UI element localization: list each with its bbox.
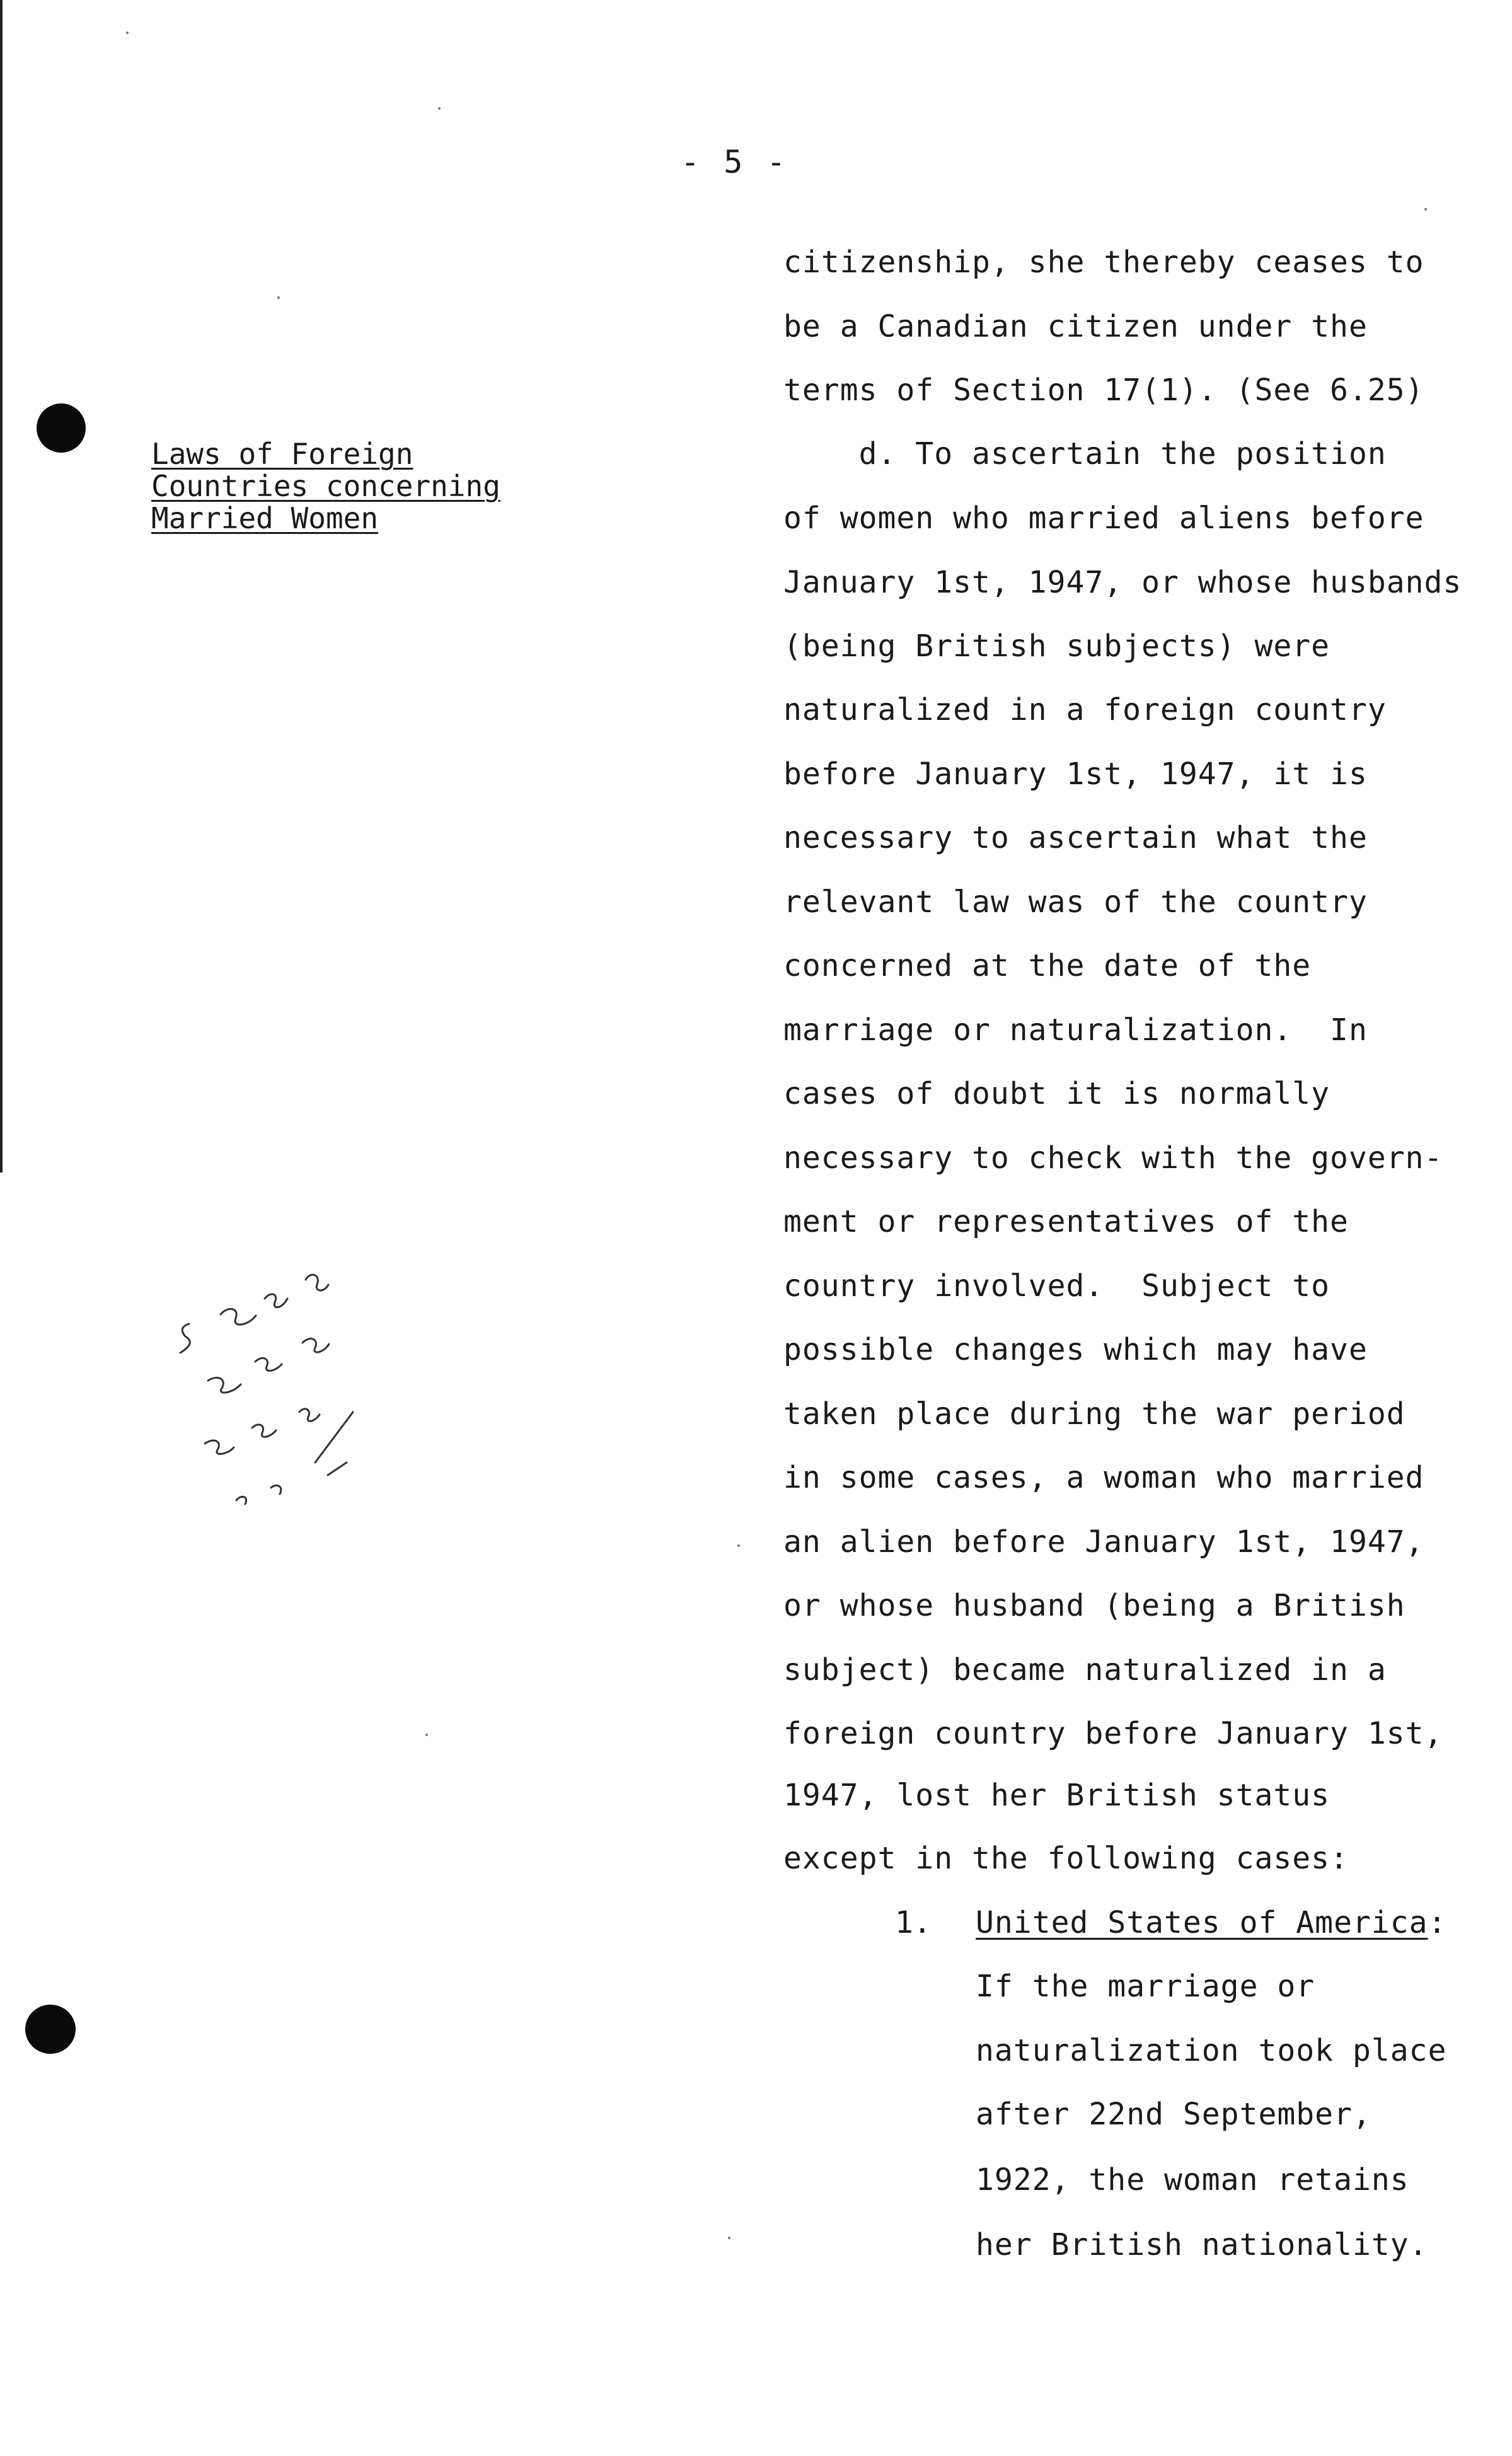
list-item-heading — [976, 1905, 1446, 1940]
list-item-number: 1. — [895, 1905, 932, 1940]
body-line: d. To ascertain the position — [783, 436, 1387, 472]
speck — [728, 2237, 730, 2239]
margin-heading — [151, 438, 500, 535]
body-line: foreign country before January 1st, — [783, 1716, 1443, 1751]
body-line: concerned at the date of the — [783, 948, 1312, 983]
body-line: subject) became naturalized in a — [783, 1652, 1387, 1688]
body-line: possible changes which may have — [783, 1332, 1368, 1367]
body-line: or whose husband (being a British — [783, 1588, 1405, 1623]
body-line: naturalized in a foreign country — [783, 692, 1387, 727]
list-item-line: after 22nd September, — [976, 2097, 1371, 2132]
body-line: January 1st, 1947, or whose husbands — [783, 565, 1462, 600]
body-line: (being British subjects) were — [783, 628, 1330, 664]
body-line: before January 1st, 1947, it is — [783, 756, 1368, 792]
body-line: 1947, lost her British status — [783, 1778, 1330, 1813]
list-item-heading-suffix: : — [1428, 1905, 1447, 1940]
body-line: cases of doubt it is normally — [783, 1076, 1330, 1111]
body-line: necessary to ascertain what the — [783, 820, 1368, 855]
speck — [277, 296, 280, 299]
list-item-line: 1922, the woman retains — [976, 2162, 1409, 2198]
list-item-line: her British nationality. — [976, 2227, 1428, 2262]
list-item-line: naturalization took place — [976, 2033, 1447, 2068]
body-line: in some cases, a woman who married — [783, 1460, 1424, 1495]
body-line: marriage or naturalization. In — [783, 1012, 1368, 1048]
body-line: country involved. Subject to — [783, 1268, 1330, 1304]
margin-heading-line: Married Women — [151, 501, 379, 535]
body-line: citizenship, she thereby ceases to — [783, 245, 1424, 280]
list-item-heading-text: United States of America — [976, 1905, 1428, 1940]
body-line: necessary to check with the govern- — [783, 1140, 1443, 1176]
body-line: taken place during the war period — [783, 1396, 1405, 1432]
body-line: ment or representatives of the — [783, 1204, 1349, 1239]
punch-hole-bottom — [25, 2005, 76, 2054]
speck — [737, 1544, 740, 1547]
speck — [438, 107, 441, 110]
handwritten-annotation — [170, 1254, 410, 1532]
list-item-line: If the marriage or — [976, 1969, 1315, 2004]
body-line: relevant law was of the country — [783, 884, 1368, 920]
margin-heading-line: Laws of Foreign — [151, 437, 413, 471]
page-number: - 5 - — [681, 144, 788, 180]
page-edge-line — [0, 0, 3, 1173]
speck — [126, 32, 129, 34]
speck — [1424, 208, 1427, 211]
body-line: except in the following cases: — [783, 1841, 1349, 1876]
body-line: be a Canadian citizen under the — [783, 309, 1368, 344]
body-line: an alien before January 1st, 1947, — [783, 1524, 1424, 1560]
punch-hole-top — [37, 403, 86, 453]
speck — [425, 1734, 428, 1736]
body-line: terms of Section 17(1). (See 6.25) — [783, 373, 1424, 408]
margin-heading-line: Countries concerning — [151, 469, 500, 503]
body-line: of women who married aliens before — [783, 501, 1424, 536]
